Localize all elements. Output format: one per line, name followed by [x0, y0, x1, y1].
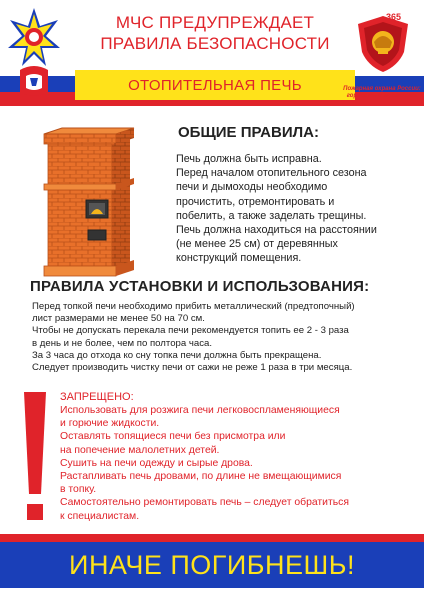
general-rule-line: Перед началом отопительного сезона	[176, 167, 367, 180]
general-rule-line: Печь должна находиться на расстоянии	[176, 224, 377, 237]
installation-rules-heading: ПРАВИЛА УСТАНОВКИ И ИСПОЛЬЗОВАНИЯ:	[30, 278, 370, 295]
prohibition-line: на попечение малолетних детей.	[60, 444, 220, 456]
prohibition-line: Самостоятельно ремонтировать печь – следует обратиться	[60, 497, 349, 509]
header-title-line2: ПРАВИЛА БЕЗОПАСНОСТИ	[100, 34, 330, 53]
footer-banner	[0, 542, 424, 588]
emblem-years-number: 365	[386, 12, 402, 22]
fire-service-365-shield-icon	[350, 12, 416, 74]
prohibition-line: Использовать для розжига печи легковоспламеняющиеся	[60, 405, 340, 416]
prohibition-line: Сушить на печи одежду и сырые дрова.	[60, 457, 253, 469]
installation-rules-text	[32, 301, 412, 374]
general-rule-line: прочистить, отремонтировать и	[176, 195, 335, 208]
general-rule-line: Печь должна быть исправна.	[176, 153, 322, 165]
prohibition-line: в топку.	[60, 484, 97, 496]
prohibition-line: и горючие жидкости.	[60, 418, 160, 430]
emblem-caption	[342, 86, 422, 100]
prohibitions-text	[60, 404, 410, 523]
installation-rule-line: Перед топкой печи необходимо прибить металлический (предтопочный)	[32, 301, 355, 312]
general-rules-heading: ОБЩИЕ ПРАВИЛА:	[178, 124, 319, 141]
footer-stripe-red	[0, 534, 424, 542]
prohibition-line: Оставлять топящиеся печи без присмотра или	[60, 431, 286, 443]
emblem-caption-line1: Пожарная охрана России:	[343, 86, 421, 92]
prohibition-line: Растапливать печь дровами, по длине не вмещающимися	[60, 471, 342, 483]
topic-banner: ОТОПИТЕЛЬНАЯ ПЕЧЬ	[75, 70, 355, 100]
general-rule-line: печи и дымоходы необходимо	[176, 181, 328, 194]
installation-rule-line: Следует производить чистку печи от сажи не реже 1 раза в три месяца.	[32, 362, 353, 374]
general-rule-line: побелить, а также заделать трещины.	[176, 209, 367, 222]
emblem-caption-line2: гордость и мужество!	[346, 93, 418, 99]
installation-rule-line: Чтобы не допускать перекала печи рекомендуется топить ее 2 - 3 раза	[32, 325, 349, 337]
general-rule-line: конструкций помещения.	[176, 252, 302, 265]
installation-rule-line: в день и не более, чем по полтора часа.	[32, 337, 212, 349]
footer-stripe-white	[0, 588, 424, 600]
installation-rule-line: лист размерами не менее 50 на 70 см.	[32, 313, 205, 325]
general-rules-text	[176, 152, 406, 266]
installation-rule-line: За 3 часа до отхода ко сну топка печи должна быть прекращена.	[32, 349, 322, 361]
brick-stove-illustration	[40, 126, 148, 281]
general-rule-line: (не менее 25 см) от деревянных	[176, 238, 338, 251]
exclamation-mark-icon	[22, 390, 48, 530]
prohibition-line: к специалистам.	[60, 510, 140, 522]
footer-slogan: ИНАЧЕ ПОГИБНЕШЬ!	[69, 549, 355, 580]
emblem-years	[386, 12, 401, 22]
emercom-star-emblem-icon	[6, 6, 62, 102]
prohibitions-heading: ЗАПРЕЩЕНО:	[60, 391, 134, 403]
header-title-line1: МЧС ПРЕДУПРЕЖДАЕТ	[115, 13, 315, 32]
